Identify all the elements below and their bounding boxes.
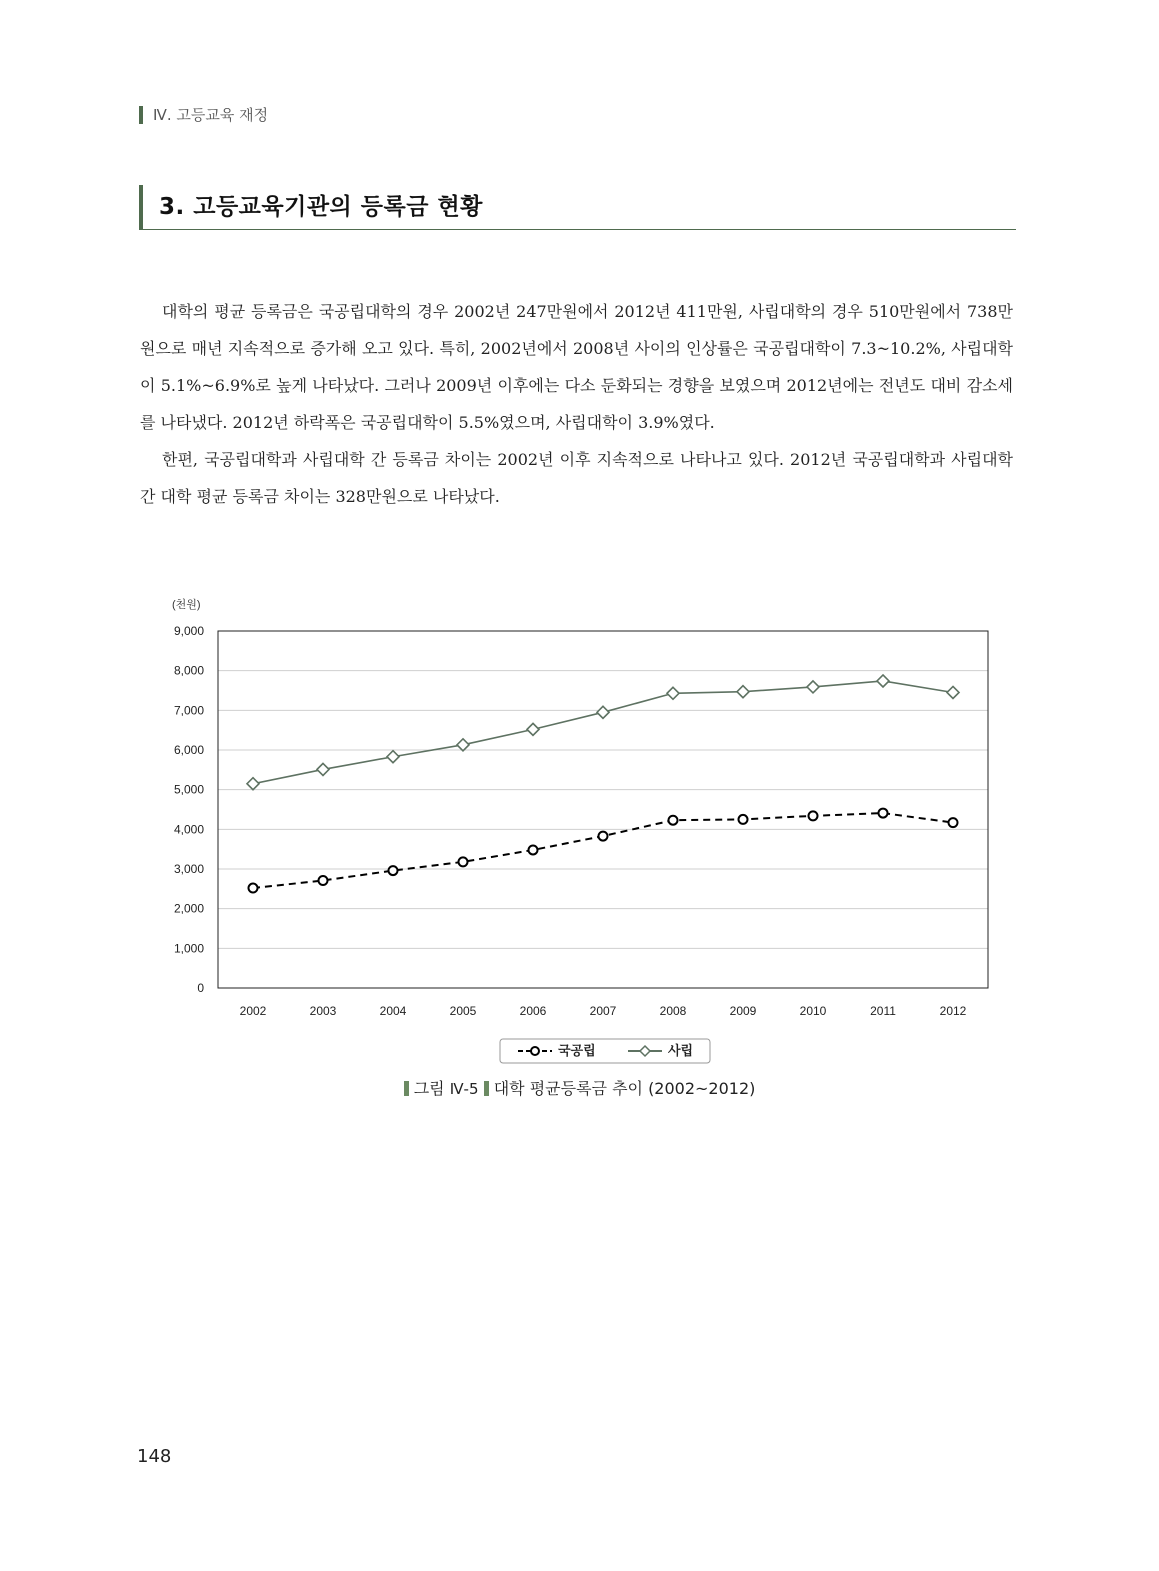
paragraph: 대학의 평균 등록금은 국공립대학의 경우 2002년 247만원에서 2012년 411만원, 사립대학의 경우 510만원에서 738만원으로 매년 지속적으로 증가해 오고 있다. 특히, 2002년에서 2008년 사이의 인상률은 국공립대학이 7.3~10.2%, 사립대학이 5.1%~6.9%로 높게 나타났다. 그러나 2009년 이후에는 다소 둔화되는 경향을 보였으며 2012년에는 전년도 대비 감소세를 나타냈다. 2012년 하락폭은 국공립대학이 5.5%였으며, 사립대학이 3.9%였다. — [140, 302, 1013, 432]
data-point-diamond — [387, 751, 399, 763]
y-tick-label: 4,000 — [173, 822, 204, 837]
tuition-chart — [150, 590, 1010, 1070]
x-tick-label: 2007 — [589, 1004, 617, 1018]
x-tick-label: 2010 — [799, 1004, 827, 1018]
y-unit-label: (천원) — [172, 599, 201, 611]
data-point-diamond — [667, 687, 679, 699]
data-point-diamond — [247, 778, 259, 790]
data-point-circle — [599, 832, 608, 841]
y-tick-label: 7,000 — [173, 703, 204, 718]
caption-title: 대학 평균등록금 추이 (2002~2012) — [493, 1079, 756, 1098]
running-head-bar — [139, 106, 143, 124]
data-point-circle — [529, 845, 538, 854]
data-point-diamond — [597, 706, 609, 718]
figure-caption — [0, 1076, 1159, 1099]
data-point-circle — [739, 815, 748, 824]
data-point-circle — [319, 876, 328, 885]
chart-svg — [150, 590, 1010, 1070]
data-point-diamond — [527, 723, 539, 735]
series-line — [253, 813, 953, 888]
data-point-circle — [669, 816, 678, 825]
paragraph: 한편, 국공립대학과 사립대학 간 등록금 차이는 2002년 이후 지속적으로 나타나고 있다. 2012년 국공립대학과 사립대학 간 대학 평균 등록금 차이는 328만원으로 나타났다. — [140, 450, 1013, 506]
data-point-diamond — [877, 675, 889, 687]
legend-label: 사립 — [668, 1043, 694, 1058]
running-head-text: Ⅳ. 고등교육 재정 — [153, 106, 269, 124]
y-tick-label: 5,000 — [173, 782, 204, 797]
data-point-circle — [949, 818, 958, 827]
caption-mark — [484, 1081, 489, 1096]
y-tick-label: 0 — [197, 981, 204, 995]
y-tick-label: 2,000 — [173, 901, 204, 916]
caption-label: Ⅳ-5 — [449, 1080, 479, 1098]
legend-marker-circle — [531, 1047, 539, 1055]
plot-border — [218, 631, 988, 988]
x-tick-label: 2009 — [729, 1004, 757, 1018]
data-point-diamond — [807, 681, 819, 693]
y-tick-label: 1,000 — [173, 941, 204, 956]
data-point-circle — [389, 866, 398, 875]
caption-prefix: 그림 — [413, 1079, 445, 1098]
legend-label: 국공립 — [558, 1043, 596, 1058]
y-tick-label: 9,000 — [173, 624, 204, 638]
x-tick-label: 2006 — [519, 1004, 547, 1018]
data-point-diamond — [457, 739, 469, 751]
data-point-circle — [809, 811, 818, 820]
data-point-circle — [459, 857, 468, 866]
section-title: 3. 고등교육기관의 등록금 현황 — [159, 194, 483, 220]
body-text — [140, 293, 1013, 515]
running-head — [139, 104, 268, 125]
caption-mark — [404, 1081, 409, 1096]
x-tick-label: 2002 — [239, 1004, 267, 1018]
series-line — [253, 681, 953, 784]
x-tick-label: 2012 — [939, 1004, 967, 1018]
data-point-diamond — [737, 686, 749, 698]
data-point-diamond — [947, 686, 959, 698]
data-point-diamond — [317, 763, 329, 775]
data-point-circle — [249, 884, 258, 893]
x-tick-label: 2008 — [659, 1004, 687, 1018]
y-tick-label: 3,000 — [173, 862, 204, 876]
x-tick-label: 2011 — [870, 1004, 896, 1018]
data-point-circle — [879, 809, 888, 818]
y-tick-label: 8,000 — [173, 663, 204, 678]
y-tick-label: 6,000 — [173, 743, 204, 757]
section-heading — [139, 185, 1016, 230]
x-tick-label: 2005 — [449, 1004, 477, 1018]
x-tick-label: 2004 — [379, 1004, 407, 1018]
page-number: 148 — [137, 1446, 172, 1467]
x-tick-label: 2003 — [309, 1004, 337, 1018]
section-heading-bar — [139, 185, 143, 229]
